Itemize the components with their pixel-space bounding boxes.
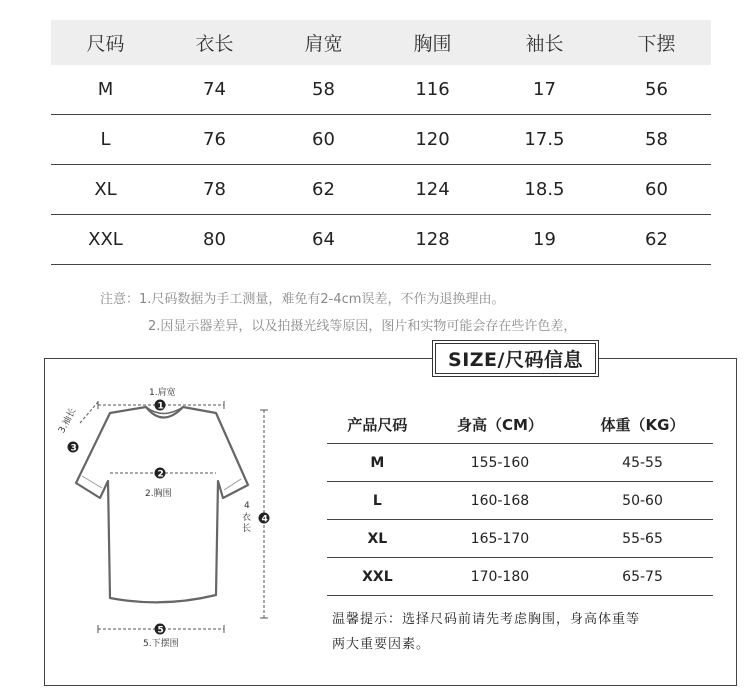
- cell: XXL: [51, 215, 160, 265]
- cell: M: [51, 65, 160, 115]
- cell: 62: [602, 215, 711, 265]
- cell: 18.5: [487, 165, 602, 215]
- cell: 58: [602, 115, 711, 165]
- header-height: 身高（CM）: [428, 405, 572, 444]
- cell: 80: [160, 215, 269, 265]
- cell: 56: [602, 65, 711, 115]
- marker-3-text: 3: [70, 443, 77, 454]
- cell: 124: [378, 165, 487, 215]
- cell: 165-170: [428, 520, 572, 558]
- table-row: [327, 482, 713, 520]
- cell: M: [327, 444, 428, 482]
- cell: L: [327, 482, 428, 520]
- table-row: [51, 215, 711, 265]
- label-length-text1: 衣: [242, 513, 252, 523]
- cell: 116: [378, 65, 487, 115]
- table-row: [51, 115, 711, 165]
- label-length-num: 4: [244, 501, 250, 511]
- cell: 17: [487, 65, 602, 115]
- tshirt-outline-icon: [76, 407, 248, 602]
- section-title: SIZE/尺码信息: [435, 343, 596, 374]
- cell: 160-168: [428, 482, 572, 520]
- label-shoulder: 1.肩宽: [149, 388, 176, 398]
- header-hem: 下摆: [602, 20, 711, 65]
- cell: XL: [327, 520, 428, 558]
- label-hem: 5.下摆围: [143, 639, 179, 649]
- marker-2-text: 2: [157, 469, 164, 480]
- label-length-text2: 长: [242, 524, 252, 534]
- cell: L: [51, 115, 160, 165]
- cell: 155-160: [428, 444, 572, 482]
- section-title-box: [432, 340, 599, 377]
- tip-line-1: 温馨提示：选择尺码前请先考虑胸围，身高体重等: [332, 612, 641, 627]
- marker-1-text: 1: [157, 401, 164, 412]
- header-shoulder: 肩宽: [269, 20, 378, 65]
- cell: 58: [269, 65, 378, 115]
- cell: 55-65: [572, 520, 713, 558]
- table-row: [51, 65, 711, 115]
- label-sleeve: 3.袖长: [57, 406, 79, 435]
- header-sleeve: 袖长: [487, 20, 602, 65]
- cell: 50-60: [572, 482, 713, 520]
- height-weight-table: [327, 405, 713, 596]
- header-product-size: 产品尺码: [327, 405, 428, 444]
- note-color-difference: 2.因显示器差异，以及拍摄光线等原因，图片和实物可能会存在些许色差，: [148, 319, 577, 334]
- cell: 170-180: [428, 558, 572, 596]
- cell: 120: [378, 115, 487, 165]
- hw-table-header: [327, 405, 713, 444]
- table-row: [327, 444, 713, 482]
- label-chest: 2.胸围: [145, 489, 172, 499]
- cell: XL: [51, 165, 160, 215]
- table-row: [51, 165, 711, 215]
- cell: 78: [160, 165, 269, 215]
- cell: 62: [269, 165, 378, 215]
- cell: 17.5: [487, 115, 602, 165]
- table-row: [327, 520, 713, 558]
- cell: 60: [602, 165, 711, 215]
- cell: 65-75: [572, 558, 713, 596]
- cell: 128: [378, 215, 487, 265]
- tip-line-2: 两大重要因素。: [332, 637, 431, 652]
- cell: 60: [269, 115, 378, 165]
- note-measurement: 注意：1.尺码数据为手工测量，难免有2-4cm误差，不作为退换理由。: [100, 292, 505, 307]
- cell: 74: [160, 65, 269, 115]
- marker-4-text: 4: [261, 514, 268, 525]
- header-chest: 胸围: [378, 20, 487, 65]
- size-table: [51, 20, 711, 265]
- cell: 76: [160, 115, 269, 165]
- marker-5-text: 5: [157, 625, 164, 636]
- header-length: 衣长: [160, 20, 269, 65]
- cell: 45-55: [572, 444, 713, 482]
- size-tip: [332, 607, 712, 657]
- tshirt-diagram: [48, 380, 288, 660]
- cell: XXL: [327, 558, 428, 596]
- cell: 19: [487, 215, 602, 265]
- header-size: 尺码: [51, 20, 160, 65]
- cell: 64: [269, 215, 378, 265]
- table-row: [327, 558, 713, 596]
- header-weight: 体重（KG）: [572, 405, 713, 444]
- size-table-header: [51, 20, 711, 65]
